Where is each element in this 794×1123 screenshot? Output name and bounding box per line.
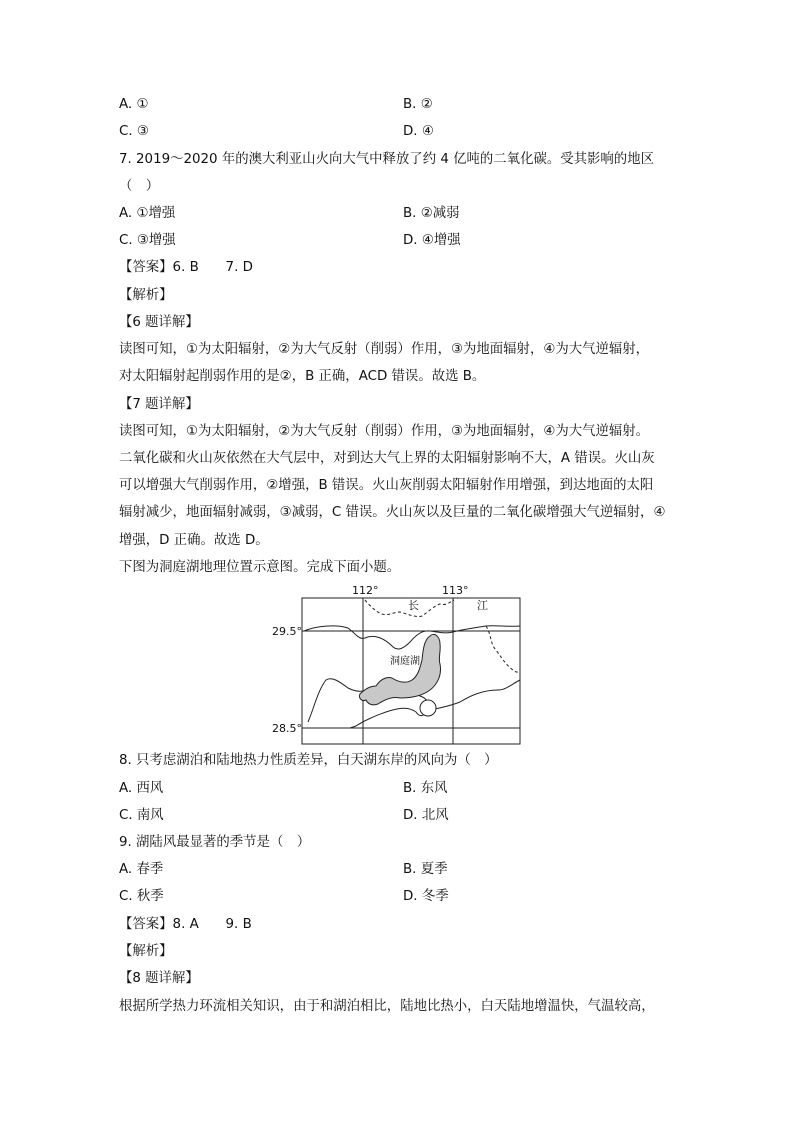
dongting-lake (359, 634, 440, 704)
detail-7-line: 增强，D 正确。故选 D。 (119, 533, 269, 548)
option-d: D. ④ (403, 124, 434, 139)
lon-112-label: 112° (352, 584, 379, 597)
map-intro: 下图为洞庭湖地理位置示意图。完成下面小题。 (119, 560, 401, 575)
lat-28-5-label: 28.5° (272, 722, 302, 735)
lat-29-5-label: 29.5° (272, 625, 302, 638)
q7-option-c: C. ③增强 (119, 233, 176, 248)
detail-7-line: 辐射减少，地面辐射减弱，③减弱，C 错误。火山灰以及巨量的二氧化碳增强大气逆辐射，④ (119, 505, 666, 520)
river-label-chang: 长 (408, 599, 419, 612)
question-8-stem: 8. 只考虑湖泊和陆地热力性质差异，白天湖东岸的风向为（ ） (119, 753, 498, 768)
small-lake (420, 700, 436, 716)
detail-8-title: 【8 题详解】 (119, 971, 199, 986)
river-label-jiang: 江 (477, 599, 488, 612)
q8-option-a: A. 西风 (119, 781, 164, 796)
q9-option-a: A. 春季 (119, 862, 164, 877)
yangtze-river (304, 626, 520, 649)
question-7-paren: （ ） (119, 179, 160, 194)
option-c: C. ③ (119, 124, 149, 139)
q8-option-d: D. 北风 (403, 808, 449, 823)
lon-113-label: 113° (442, 584, 469, 597)
analysis-heading: 【解析】 (119, 944, 173, 959)
detail-6-title: 【6 题详解】 (119, 315, 199, 330)
detail-7-title: 【7 题详解】 (119, 397, 199, 412)
answer-6-7: 【答案】6. B 7. D (119, 260, 253, 275)
lake-label: 洞庭湖 (390, 656, 420, 667)
q8-option-b: B. 东风 (403, 781, 448, 796)
q9-option-b: B. 夏季 (403, 862, 448, 877)
question-9-stem: 9. 湖陆风最显著的季节是（ ） (119, 835, 311, 850)
analysis-heading: 【解析】 (119, 288, 173, 303)
option-b: B. ② (403, 97, 433, 112)
eastern-river (430, 680, 520, 710)
option-a: A. ① (119, 97, 149, 112)
question-7-stem: 7. 2019～2020 年的澳大利亚山火向大气中释放了约 4 亿吨的二氧化碳。受其影响的地区 (119, 152, 654, 167)
q9-option-c: C. 秋季 (119, 889, 164, 904)
province-border (365, 600, 520, 672)
dongting-lake-map (270, 582, 522, 746)
detail-7-line: 二氧化碳和火山灰依然在大气层中，对到达大气上界的太阳辐射影响不大，A 错误。火山灰 (119, 451, 655, 466)
q7-option-d: D. ④增强 (403, 233, 461, 248)
detail-6-line: 对太阳辐射起削弱作用的是②，B 正确，ACD 错误。故选 B。 (119, 369, 486, 384)
map-svg (270, 582, 522, 746)
q9-option-d: D. 冬季 (403, 889, 449, 904)
map-frame (302, 598, 520, 744)
q7-option-b: B. ②减弱 (403, 206, 460, 221)
detail-6-line: 读图可知，①为太阳辐射，②为大气反射（削弱）作用，③为地面辐射，④为大气逆辐射， (119, 342, 650, 357)
detail-8-line: 根据所学热力环流相关知识，由于和湖泊相比，陆地比热小，白天陆地增温快，气温较高， (119, 999, 655, 1014)
detail-7-line: 读图可知，①为太阳辐射，②为大气反射（削弱）作用，③为地面辐射，④为大气逆辐射。 (119, 424, 650, 439)
q7-option-a: A. ①增强 (119, 206, 176, 221)
detail-7-line: 可以增强大气削弱作用，②增强，B 错误。火山灰削弱太阳辐射作用增强，到达地面的太阳 (119, 478, 654, 493)
answer-8-9: 【答案】8. A 9. B (119, 917, 252, 932)
q8-option-c: C. 南风 (119, 808, 164, 823)
